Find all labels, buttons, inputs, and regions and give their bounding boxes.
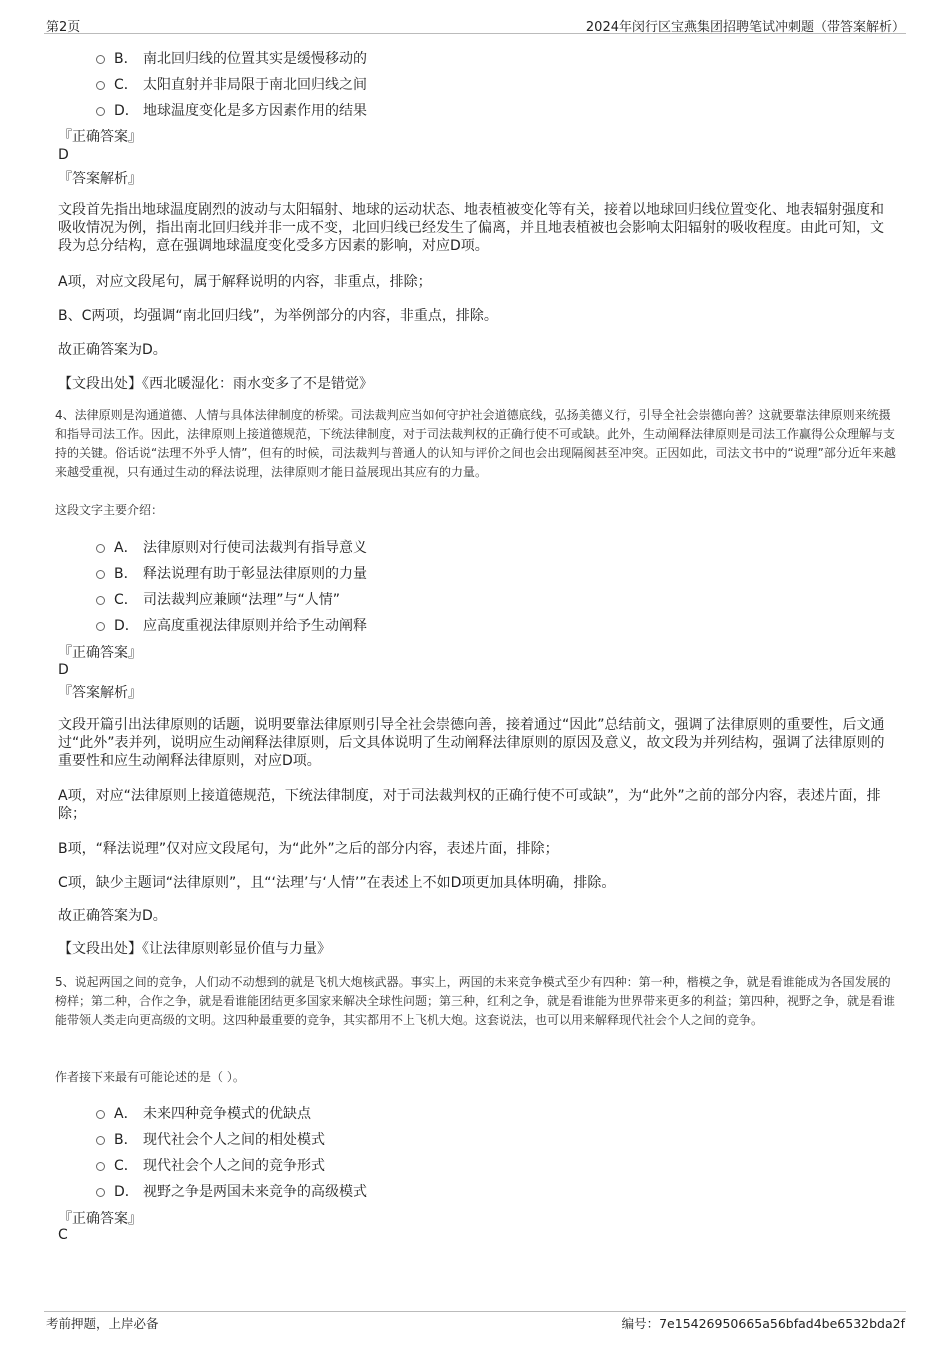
option-text: 现代社会个人之间的竞争形式 xyxy=(143,1158,325,1174)
document-title: 2024年闵行区宝燕集团招聘笔试冲刺题（带答案解析） xyxy=(585,20,905,35)
radio-icon[interactable] xyxy=(96,622,105,631)
q4-analysis-main: 文段开篇引出法律原则的话题，说明要靠法律原则引导全社会崇德向善，接着通过“因此”总结前文，强调了法律原则的重要性，后文通过“此外”表并列，说明应生动阐释法律原则，后文具体说明了生动阐释法律原则的原因及意义，故文段为并列结构，强调了法律原则的重要性和应生动阐释法律原则，对应D项。 xyxy=(58,717,885,769)
q4-conclusion: 故正确答案为D。 xyxy=(58,908,167,924)
option-letter: C． xyxy=(114,77,138,93)
option-text: 法律原则对行使司法裁判有指导意义 xyxy=(143,540,367,556)
option-text: 司法裁判应兼顾“法理”与“人情” xyxy=(143,592,341,608)
radio-icon[interactable] xyxy=(96,1136,105,1145)
q4-analysis-label: 『答案解析』 xyxy=(58,685,142,701)
q4-analysis-b: B项，“释法说理”仅对应文段尾句，为“此外”之后的部分内容，表述片面，排除； xyxy=(58,841,559,857)
radio-icon[interactable] xyxy=(96,544,105,553)
q4-analysis-c: C项，缺少主题词“法律原则”，且“‘法理’与‘人情’”在表述上不如D项更加具体明确，排除。 xyxy=(58,875,616,891)
option-text: 地球温度变化是多方因素作用的结果 xyxy=(143,103,367,119)
radio-icon[interactable] xyxy=(96,596,105,605)
header-divider xyxy=(44,33,906,34)
q5-stem: 5、说起两国之间的竞争，人们动不动想到的就是飞机大炮核武器。事实上，两国的未来竞争模式至少有四种：第一种，楷模之争，就是看谁能成为各国发展的榜样；第二种，合作之争，就是看谁能团结更多国家来解决全球性问题；第三种，红利之争，就是看谁能为世界带来更多的利益；第四种，视野之争，就是看谁能带领人类走向更高级的文明。这四种最重要的竞争，其实都用不上飞机大炮。这套说法，也可以用来解释现代社会个人之间的竞争。 xyxy=(55,975,896,1027)
q3-conclusion: 故正确答案为D。 xyxy=(58,342,167,358)
q4-option-b[interactable] xyxy=(96,563,367,583)
page-number: 第2页 xyxy=(46,20,81,35)
option-letter: A． xyxy=(114,540,138,556)
option-letter: D． xyxy=(114,1184,139,1200)
q3-answer-label: 『正确答案』 xyxy=(58,129,142,145)
option-text: 现代社会个人之间的相处模式 xyxy=(143,1132,325,1148)
option-letter: B． xyxy=(114,566,138,582)
option-text: 应高度重视法律原则并给予生动阐释 xyxy=(143,618,367,634)
q4-option-d[interactable] xyxy=(96,615,367,635)
q4-answer-label: 『正确答案』 xyxy=(58,645,142,661)
radio-icon[interactable] xyxy=(96,55,105,64)
option-letter: B． xyxy=(114,51,138,67)
option-text: 视野之争是两国未来竞争的高级模式 xyxy=(143,1184,367,1200)
radio-icon[interactable] xyxy=(96,1188,105,1197)
option-text: 未来四种竞争模式的优缺点 xyxy=(143,1106,311,1122)
q5-option-b[interactable] xyxy=(96,1129,325,1149)
document-code: 编号：7e15426950665a56bfad4be6532bda2f xyxy=(621,1316,905,1331)
option-letter: D． xyxy=(114,618,139,634)
q5-option-a[interactable] xyxy=(96,1103,311,1123)
q3-option-b[interactable] xyxy=(96,48,367,68)
option-text: 南北回归线的位置其实是缓慢移动的 xyxy=(143,51,367,67)
q4-option-c[interactable] xyxy=(96,589,340,609)
q3-option-c[interactable] xyxy=(96,74,367,94)
q4-source: 【文段出处】《让法律原则彰显价值与力量》 xyxy=(58,941,331,957)
footer-slogan: 考前押题，上岸必备 xyxy=(46,1316,159,1331)
option-text: 释法说理有助于彰显法律原则的力量 xyxy=(143,566,367,582)
q3-answer: D xyxy=(58,147,69,163)
q5-answer: C xyxy=(58,1227,68,1243)
radio-icon[interactable] xyxy=(96,570,105,579)
option-letter: B． xyxy=(114,1132,138,1148)
q3-analysis-label: 『答案解析』 xyxy=(58,171,142,187)
q4-analysis-a: A项，对应“法律原则上接道德规范，下统法律制度，对于司法裁判权的正确行使不可或缺”，为“此外”之前的部分内容，表述片面，排除； xyxy=(58,788,881,822)
radio-icon[interactable] xyxy=(96,1110,105,1119)
option-letter: C． xyxy=(114,1158,138,1174)
q4-prompt: 这段文字主要介绍： xyxy=(55,503,164,517)
q5-option-d[interactable] xyxy=(96,1181,367,1201)
option-letter: C． xyxy=(114,592,138,608)
radio-icon[interactable] xyxy=(96,107,105,116)
q3-analysis-main: 文段首先指出地球温度剧烈的波动与太阳辐射、地球的运动状态、地表植被变化等有关，接着以地球回归线位置变化、地表辐射强度和吸收情况为例，指出南北回归线并非一成不变，北回归线已经发生了偏离，并且地表植被也会影响太阳辐射的吸收程度。由此可知，文段为总分结构，意在强调地球温度变化受多方因素的影响，对应D项。 xyxy=(58,202,884,254)
q3-analysis-a: A项，对应文段尾句，属于解释说明的内容，非重点，排除； xyxy=(58,274,432,290)
radio-icon[interactable] xyxy=(96,81,105,90)
q4-stem: 4、法律原则是沟通道德、人情与具体法律制度的桥梁。司法裁判应当如何守护社会道德底线，弘扬美德义行，引导全社会崇德向善？这就要靠法律原则来统摄和指导司法工作。因此，法律原则上接道德规范，下统法律制度，对于司法裁判权的正确行使不可或缺。此外，生动阐释法律原则是司法工作赢得公众理解与支持的关键。俗话说“法理不外乎人情”，但有的时候，司法裁判与普通人的认知与评价之间也会出现隔阂甚至冲突。正因如此，司法文书中的“说理”部分近年来越来越受重视，只有通过生动的释法说理，法律原则才能日益展现出其应有的力量。 xyxy=(55,408,896,479)
q5-prompt: 作者接下来最有可能论述的是（ ）。 xyxy=(55,1070,245,1084)
q5-answer-label: 『正确答案』 xyxy=(58,1211,142,1227)
option-text: 太阳直射并非局限于南北回归线之间 xyxy=(143,77,367,93)
q4-answer: D xyxy=(58,662,69,678)
q4-option-a[interactable] xyxy=(96,537,367,557)
q3-analysis-bc: B、C两项，均强调“南北回归线”，为举例部分的内容，非重点，排除。 xyxy=(58,308,498,324)
q5-option-c[interactable] xyxy=(96,1155,325,1175)
option-letter: D． xyxy=(114,103,139,119)
option-letter: A． xyxy=(114,1106,138,1122)
radio-icon[interactable] xyxy=(96,1162,105,1171)
q3-source: 【文段出处】《西北暖湿化：雨水变多了不是错觉》 xyxy=(58,376,373,392)
q3-option-d[interactable] xyxy=(96,100,367,120)
footer-divider xyxy=(44,1311,906,1312)
